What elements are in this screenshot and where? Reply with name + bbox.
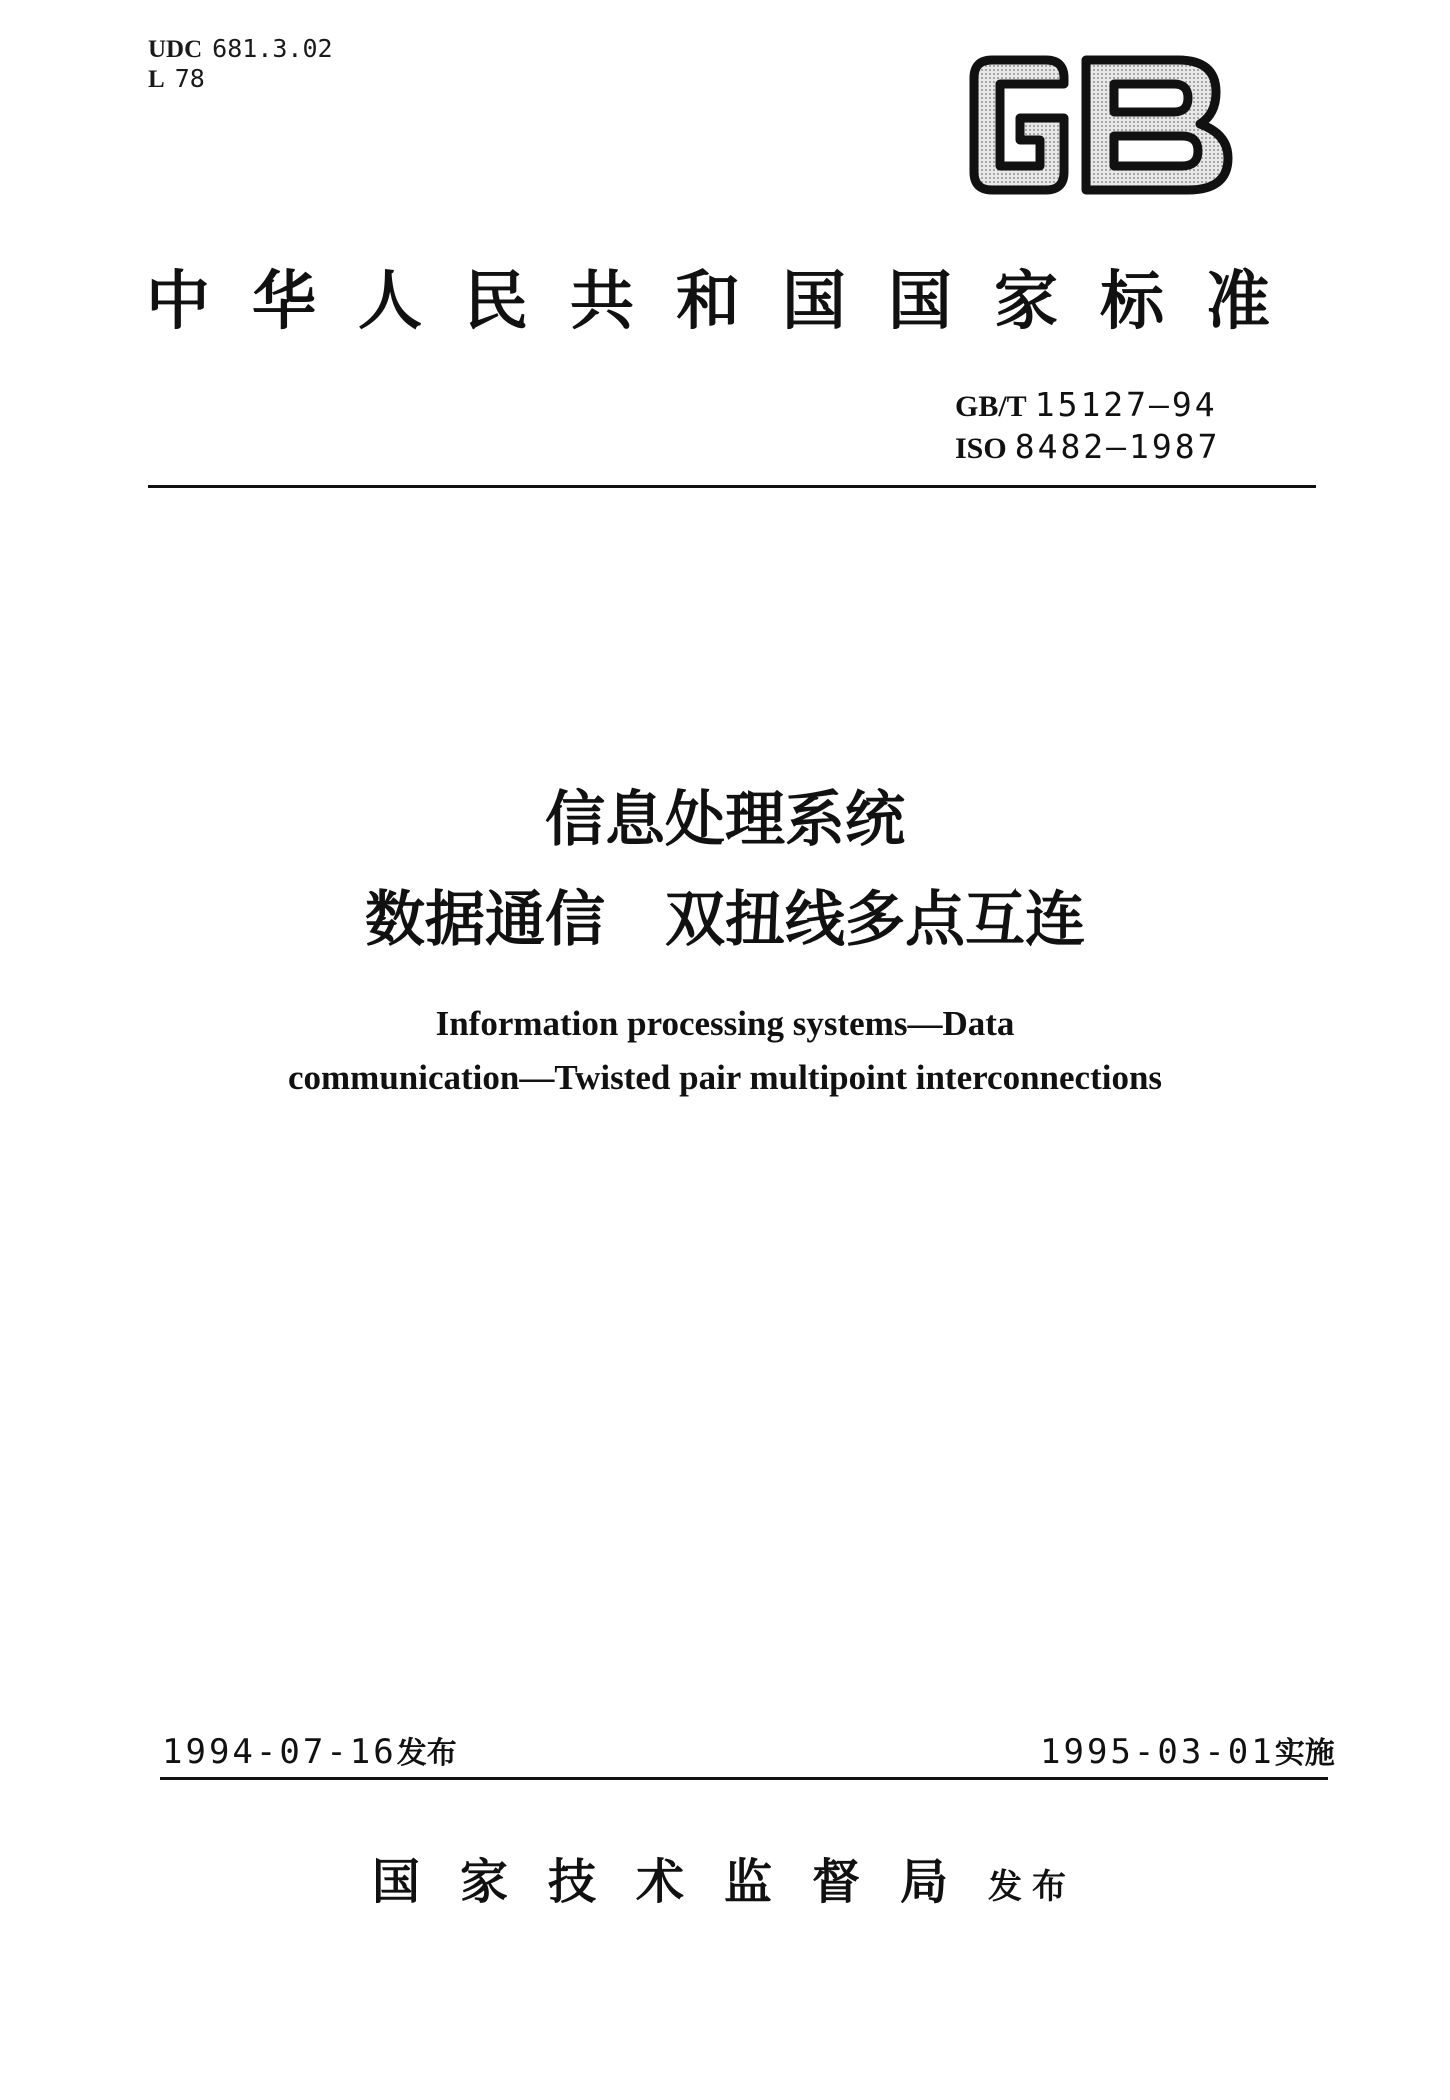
issued-date <box>162 1728 457 1772</box>
english-title <box>0 997 1450 1105</box>
l-label: L <box>148 66 165 93</box>
publisher-action: 发布 <box>988 1867 1077 1907</box>
udc-value: 681.3.02 <box>212 34 333 63</box>
chinese-title-part1: 数据通信 <box>365 885 605 955</box>
chinese-title-part2: 双扭线多点互连 <box>665 885 1085 955</box>
publisher-org: 国家技术监督局 <box>372 1854 989 1910</box>
udc-row <box>148 34 333 64</box>
bottom-divider <box>160 1777 1328 1780</box>
publisher-line <box>372 1843 1076 1912</box>
standard-numbers <box>955 385 1221 469</box>
english-title-line1: Information processing systems—Data <box>435 1004 1015 1043</box>
national-standard-heading: 中华人民共和国国家标准 <box>146 264 1312 339</box>
iso-prefix: ISO <box>955 432 1007 465</box>
iso-number: 8482—1987 <box>1014 427 1221 466</box>
chinese-title-line2 <box>0 872 1450 958</box>
gb-number: 15127—94 <box>1034 385 1218 424</box>
udc-label: UDC <box>148 36 203 63</box>
effective-date <box>1040 1728 1335 1772</box>
effective-label: 实施 <box>1274 1736 1335 1771</box>
top-divider <box>148 485 1316 488</box>
issued-label: 发布 <box>396 1736 457 1771</box>
l-row <box>148 64 333 94</box>
l-value: 78 <box>174 64 205 93</box>
effective-date-value: 1995-03-01 <box>1040 1732 1275 1772</box>
chinese-title-line1: 信息处理系统 <box>545 785 905 855</box>
gb-prefix: GB/T <box>955 390 1027 423</box>
iso-number-row <box>955 427 1221 469</box>
gb-logo-icon <box>968 52 1236 198</box>
classification-codes <box>148 34 333 94</box>
english-title-line2: communication—Twisted pair multipoint interconnections <box>287 1058 1163 1097</box>
issued-date-value: 1994-07-16 <box>162 1732 397 1772</box>
gb-number-row <box>955 385 1221 427</box>
